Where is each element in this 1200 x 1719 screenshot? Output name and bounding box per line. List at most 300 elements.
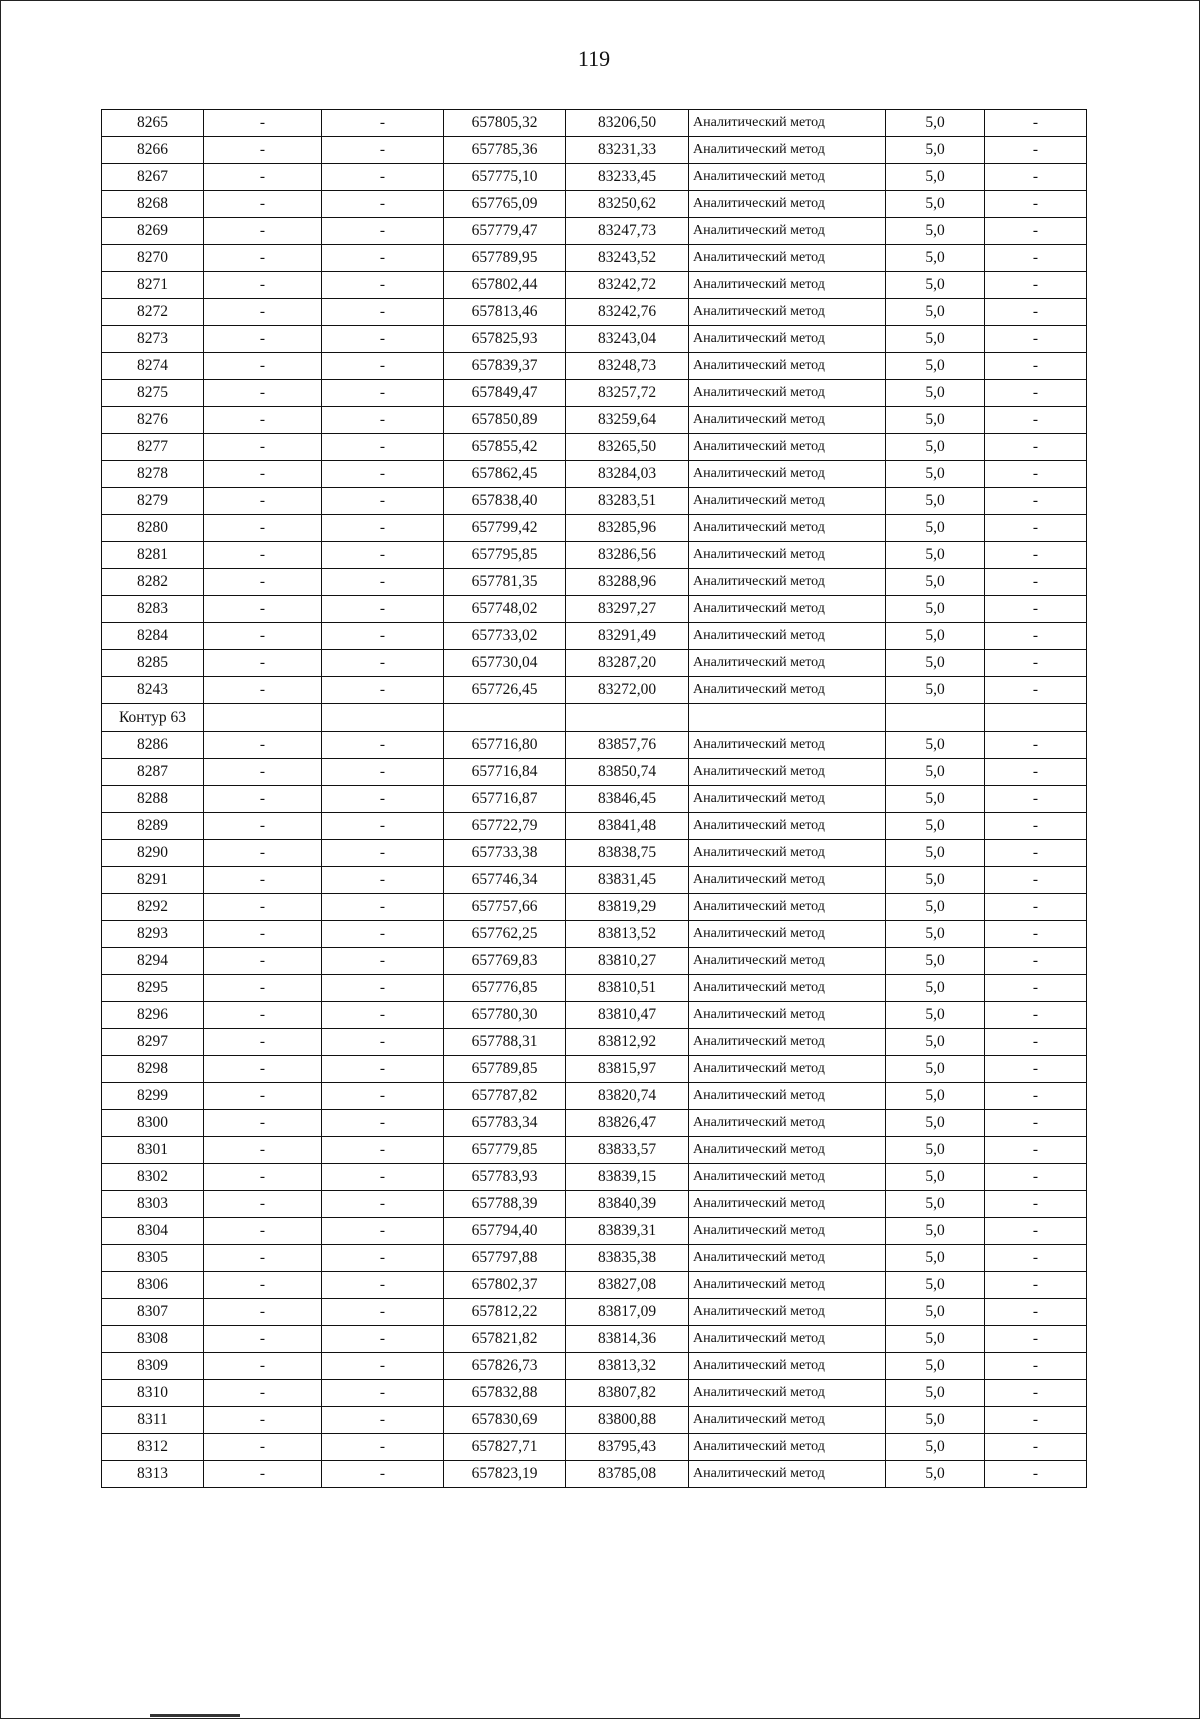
- table-row: [102, 1380, 1087, 1407]
- accuracy-cell: 5,0: [886, 1434, 985, 1461]
- point-number-cell: 8295: [102, 975, 204, 1002]
- point-number-cell: 8304: [102, 1218, 204, 1245]
- method-cell: Аналитический метод: [689, 1326, 886, 1353]
- dash-cell: -: [985, 1299, 1087, 1326]
- y-coordinate-cell: 83286,56: [566, 542, 689, 569]
- accuracy-cell: 5,0: [886, 218, 985, 245]
- section-empty-cell: [322, 704, 444, 732]
- x-coordinate-cell: 657825,93: [444, 326, 566, 353]
- dash-cell: -: [322, 975, 444, 1002]
- y-coordinate-cell: 83284,03: [566, 461, 689, 488]
- y-coordinate-cell: 83819,29: [566, 894, 689, 921]
- dash-cell: -: [322, 1299, 444, 1326]
- method-cell: Аналитический метод: [689, 1029, 886, 1056]
- method-cell: Аналитический метод: [689, 975, 886, 1002]
- table-row: [102, 1218, 1087, 1245]
- y-coordinate-cell: 83838,75: [566, 840, 689, 867]
- accuracy-cell: 5,0: [886, 650, 985, 677]
- accuracy-cell: 5,0: [886, 623, 985, 650]
- dash-cell: -: [985, 515, 1087, 542]
- dash-cell: -: [985, 948, 1087, 975]
- method-cell: Аналитический метод: [689, 461, 886, 488]
- accuracy-cell: 5,0: [886, 110, 985, 137]
- method-cell: Аналитический метод: [689, 434, 886, 461]
- dash-cell: -: [985, 542, 1087, 569]
- dash-cell: -: [985, 191, 1087, 218]
- point-number-cell: 8300: [102, 1110, 204, 1137]
- dash-cell: -: [985, 1326, 1087, 1353]
- point-number-cell: 8302: [102, 1164, 204, 1191]
- x-coordinate-cell: 657781,35: [444, 569, 566, 596]
- dash-cell: -: [985, 461, 1087, 488]
- x-coordinate-cell: 657789,95: [444, 245, 566, 272]
- x-coordinate-cell: 657779,85: [444, 1137, 566, 1164]
- dash-cell: -: [204, 623, 322, 650]
- table-row: [102, 542, 1087, 569]
- x-coordinate-cell: 657813,46: [444, 299, 566, 326]
- table-row: [102, 975, 1087, 1002]
- dash-cell: -: [985, 326, 1087, 353]
- accuracy-cell: 5,0: [886, 569, 985, 596]
- x-coordinate-cell: 657716,84: [444, 759, 566, 786]
- x-coordinate-cell: 657716,87: [444, 786, 566, 813]
- dash-cell: -: [204, 407, 322, 434]
- x-coordinate-cell: 657730,04: [444, 650, 566, 677]
- y-coordinate-cell: 83250,62: [566, 191, 689, 218]
- dash-cell: -: [322, 894, 444, 921]
- table-row: [102, 1326, 1087, 1353]
- point-number-cell: 8306: [102, 1272, 204, 1299]
- dash-cell: -: [322, 326, 444, 353]
- method-cell: Аналитический метод: [689, 840, 886, 867]
- method-cell: Аналитический метод: [689, 245, 886, 272]
- dash-cell: -: [204, 1407, 322, 1434]
- dash-cell: -: [204, 218, 322, 245]
- method-cell: Аналитический метод: [689, 218, 886, 245]
- accuracy-cell: 5,0: [886, 1326, 985, 1353]
- dash-cell: -: [322, 1407, 444, 1434]
- method-cell: Аналитический метод: [689, 813, 886, 840]
- y-coordinate-cell: 83297,27: [566, 596, 689, 623]
- method-cell: Аналитический метод: [689, 353, 886, 380]
- method-cell: Аналитический метод: [689, 542, 886, 569]
- x-coordinate-cell: 657794,40: [444, 1218, 566, 1245]
- dash-cell: -: [985, 921, 1087, 948]
- table-row: [102, 191, 1087, 218]
- dash-cell: -: [204, 1299, 322, 1326]
- point-number-cell: 8282: [102, 569, 204, 596]
- dash-cell: -: [204, 515, 322, 542]
- scan-edge-mark: [150, 1714, 240, 1717]
- point-number-cell: 8287: [102, 759, 204, 786]
- dash-cell: -: [985, 380, 1087, 407]
- table-row: [102, 1164, 1087, 1191]
- accuracy-cell: 5,0: [886, 894, 985, 921]
- method-cell: Аналитический метод: [689, 1380, 886, 1407]
- accuracy-cell: 5,0: [886, 786, 985, 813]
- table-row: [102, 407, 1087, 434]
- accuracy-cell: 5,0: [886, 975, 985, 1002]
- x-coordinate-cell: 657788,39: [444, 1191, 566, 1218]
- dash-cell: -: [985, 1029, 1087, 1056]
- y-coordinate-cell: 83285,96: [566, 515, 689, 542]
- y-coordinate-cell: 83785,08: [566, 1461, 689, 1488]
- accuracy-cell: 5,0: [886, 1137, 985, 1164]
- y-coordinate-cell: 83795,43: [566, 1434, 689, 1461]
- section-empty-cell: [566, 704, 689, 732]
- dash-cell: -: [985, 1164, 1087, 1191]
- accuracy-cell: 5,0: [886, 948, 985, 975]
- table-row: [102, 1272, 1087, 1299]
- dash-cell: -: [204, 1353, 322, 1380]
- section-row: [102, 704, 1087, 732]
- table-row: [102, 948, 1087, 975]
- table-row: [102, 434, 1087, 461]
- dash-cell: -: [985, 1407, 1087, 1434]
- table-row: [102, 1461, 1087, 1488]
- dash-cell: -: [985, 596, 1087, 623]
- point-number-cell: 8283: [102, 596, 204, 623]
- point-number-cell: 8305: [102, 1245, 204, 1272]
- point-number-cell: 8278: [102, 461, 204, 488]
- dash-cell: -: [204, 380, 322, 407]
- point-number-cell: 8275: [102, 380, 204, 407]
- method-cell: Аналитический метод: [689, 623, 886, 650]
- point-number-cell: 8313: [102, 1461, 204, 1488]
- dash-cell: -: [204, 326, 322, 353]
- dash-cell: -: [204, 1110, 322, 1137]
- y-coordinate-cell: 83265,50: [566, 434, 689, 461]
- table-row: [102, 515, 1087, 542]
- dash-cell: -: [322, 1083, 444, 1110]
- table-row: [102, 326, 1087, 353]
- dash-cell: -: [204, 732, 322, 759]
- method-cell: Аналитический метод: [689, 1083, 886, 1110]
- section-empty-cell: [204, 704, 322, 732]
- y-coordinate-cell: 83283,51: [566, 488, 689, 515]
- method-cell: Аналитический метод: [689, 921, 886, 948]
- y-coordinate-cell: 83835,38: [566, 1245, 689, 1272]
- accuracy-cell: 5,0: [886, 407, 985, 434]
- dash-cell: -: [322, 353, 444, 380]
- dash-cell: -: [322, 1164, 444, 1191]
- method-cell: Аналитический метод: [689, 407, 886, 434]
- dash-cell: -: [985, 1137, 1087, 1164]
- dash-cell: -: [322, 867, 444, 894]
- dash-cell: -: [204, 1272, 322, 1299]
- dash-cell: -: [204, 975, 322, 1002]
- accuracy-cell: 5,0: [886, 164, 985, 191]
- point-number-cell: 8310: [102, 1380, 204, 1407]
- y-coordinate-cell: 83813,32: [566, 1353, 689, 1380]
- x-coordinate-cell: 657765,09: [444, 191, 566, 218]
- x-coordinate-cell: 657838,40: [444, 488, 566, 515]
- x-coordinate-cell: 657830,69: [444, 1407, 566, 1434]
- table-row: [102, 759, 1087, 786]
- table-row: [102, 1407, 1087, 1434]
- section-empty-cell: [886, 704, 985, 732]
- dash-cell: -: [985, 1083, 1087, 1110]
- method-cell: Аналитический метод: [689, 759, 886, 786]
- accuracy-cell: 5,0: [886, 488, 985, 515]
- dash-cell: -: [322, 813, 444, 840]
- dash-cell: -: [204, 569, 322, 596]
- x-coordinate-cell: 657746,34: [444, 867, 566, 894]
- dash-cell: -: [985, 137, 1087, 164]
- method-cell: Аналитический метод: [689, 191, 886, 218]
- section-empty-cell: [985, 704, 1087, 732]
- x-coordinate-cell: 657812,22: [444, 1299, 566, 1326]
- dash-cell: -: [322, 759, 444, 786]
- accuracy-cell: 5,0: [886, 1029, 985, 1056]
- y-coordinate-cell: 83827,08: [566, 1272, 689, 1299]
- dash-cell: -: [204, 434, 322, 461]
- x-coordinate-cell: 657802,44: [444, 272, 566, 299]
- point-number-cell: 8267: [102, 164, 204, 191]
- accuracy-cell: 5,0: [886, 596, 985, 623]
- y-coordinate-cell: 83814,36: [566, 1326, 689, 1353]
- point-number-cell: 8286: [102, 732, 204, 759]
- dash-cell: -: [204, 894, 322, 921]
- y-coordinate-cell: 83272,00: [566, 677, 689, 704]
- accuracy-cell: 5,0: [886, 137, 985, 164]
- point-number-cell: 8277: [102, 434, 204, 461]
- dash-cell: -: [322, 1272, 444, 1299]
- dash-cell: -: [985, 218, 1087, 245]
- accuracy-cell: 5,0: [886, 1380, 985, 1407]
- dash-cell: -: [204, 677, 322, 704]
- dash-cell: -: [322, 218, 444, 245]
- table-row: [102, 894, 1087, 921]
- dash-cell: -: [204, 813, 322, 840]
- y-coordinate-cell: 83839,15: [566, 1164, 689, 1191]
- x-coordinate-cell: 657779,47: [444, 218, 566, 245]
- dash-cell: -: [204, 840, 322, 867]
- dash-cell: -: [322, 434, 444, 461]
- dash-cell: -: [204, 1137, 322, 1164]
- dash-cell: -: [322, 191, 444, 218]
- point-number-cell: 8294: [102, 948, 204, 975]
- dash-cell: -: [322, 137, 444, 164]
- method-cell: Аналитический метод: [689, 1299, 886, 1326]
- accuracy-cell: 5,0: [886, 1191, 985, 1218]
- dash-cell: -: [322, 1137, 444, 1164]
- table-row: [102, 786, 1087, 813]
- dash-cell: -: [322, 677, 444, 704]
- dash-cell: -: [985, 245, 1087, 272]
- dash-cell: -: [204, 867, 322, 894]
- dash-cell: -: [985, 650, 1087, 677]
- accuracy-cell: 5,0: [886, 867, 985, 894]
- dash-cell: -: [985, 1191, 1087, 1218]
- coordinates-table: [101, 109, 1087, 1488]
- method-cell: Аналитический метод: [689, 1002, 886, 1029]
- dash-cell: -: [985, 488, 1087, 515]
- table-row: [102, 488, 1087, 515]
- point-number-cell: 8299: [102, 1083, 204, 1110]
- accuracy-cell: 5,0: [886, 1461, 985, 1488]
- accuracy-cell: 5,0: [886, 921, 985, 948]
- dash-cell: -: [985, 407, 1087, 434]
- accuracy-cell: 5,0: [886, 840, 985, 867]
- point-number-cell: 8292: [102, 894, 204, 921]
- y-coordinate-cell: 83831,45: [566, 867, 689, 894]
- method-cell: Аналитический метод: [689, 515, 886, 542]
- y-coordinate-cell: 83259,64: [566, 407, 689, 434]
- accuracy-cell: 5,0: [886, 542, 985, 569]
- dash-cell: -: [322, 272, 444, 299]
- method-cell: Аналитический метод: [689, 596, 886, 623]
- point-number-cell: 8268: [102, 191, 204, 218]
- dash-cell: -: [322, 488, 444, 515]
- dash-cell: -: [204, 272, 322, 299]
- method-cell: Аналитический метод: [689, 1353, 886, 1380]
- method-cell: Аналитический метод: [689, 1434, 886, 1461]
- dash-cell: -: [985, 732, 1087, 759]
- table-row: [102, 650, 1087, 677]
- dash-cell: -: [204, 1002, 322, 1029]
- x-coordinate-cell: 657795,85: [444, 542, 566, 569]
- table-row: [102, 840, 1087, 867]
- table-row: [102, 1353, 1087, 1380]
- table-row: [102, 1191, 1087, 1218]
- accuracy-cell: 5,0: [886, 1407, 985, 1434]
- y-coordinate-cell: 83840,39: [566, 1191, 689, 1218]
- dash-cell: -: [204, 1434, 322, 1461]
- x-coordinate-cell: 657855,42: [444, 434, 566, 461]
- x-coordinate-cell: 657799,42: [444, 515, 566, 542]
- dash-cell: -: [204, 299, 322, 326]
- x-coordinate-cell: 657757,66: [444, 894, 566, 921]
- y-coordinate-cell: 83850,74: [566, 759, 689, 786]
- dash-cell: -: [985, 434, 1087, 461]
- accuracy-cell: 5,0: [886, 353, 985, 380]
- dash-cell: -: [985, 867, 1087, 894]
- point-number-cell: 8307: [102, 1299, 204, 1326]
- method-cell: Аналитический метод: [689, 867, 886, 894]
- x-coordinate-cell: 657733,38: [444, 840, 566, 867]
- dash-cell: -: [322, 1191, 444, 1218]
- table-row: [102, 353, 1087, 380]
- accuracy-cell: 5,0: [886, 515, 985, 542]
- table-row: [102, 461, 1087, 488]
- y-coordinate-cell: 83839,31: [566, 1218, 689, 1245]
- y-coordinate-cell: 83242,72: [566, 272, 689, 299]
- table-row: [102, 813, 1087, 840]
- x-coordinate-cell: 657849,47: [444, 380, 566, 407]
- method-cell: Аналитический метод: [689, 299, 886, 326]
- method-cell: Аналитический метод: [689, 1056, 886, 1083]
- dash-cell: -: [322, 623, 444, 650]
- x-coordinate-cell: 657716,80: [444, 732, 566, 759]
- x-coordinate-cell: 657780,30: [444, 1002, 566, 1029]
- dash-cell: -: [985, 894, 1087, 921]
- point-number-cell: 8296: [102, 1002, 204, 1029]
- dash-cell: -: [204, 191, 322, 218]
- method-cell: Аналитический метод: [689, 1218, 886, 1245]
- dash-cell: -: [322, 921, 444, 948]
- table-body: [102, 110, 1087, 1488]
- accuracy-cell: 5,0: [886, 1299, 985, 1326]
- point-number-cell: 8243: [102, 677, 204, 704]
- accuracy-cell: 5,0: [886, 1353, 985, 1380]
- y-coordinate-cell: 83826,47: [566, 1110, 689, 1137]
- x-coordinate-cell: 657787,82: [444, 1083, 566, 1110]
- method-cell: Аналитический метод: [689, 1272, 886, 1299]
- y-coordinate-cell: 83820,74: [566, 1083, 689, 1110]
- dash-cell: -: [322, 110, 444, 137]
- x-coordinate-cell: 657762,25: [444, 921, 566, 948]
- y-coordinate-cell: 83242,76: [566, 299, 689, 326]
- x-coordinate-cell: 657826,73: [444, 1353, 566, 1380]
- method-cell: Аналитический метод: [689, 326, 886, 353]
- table-row: [102, 1299, 1087, 1326]
- x-coordinate-cell: 657805,32: [444, 110, 566, 137]
- x-coordinate-cell: 657733,02: [444, 623, 566, 650]
- y-coordinate-cell: 83810,27: [566, 948, 689, 975]
- point-number-cell: 8274: [102, 353, 204, 380]
- accuracy-cell: 5,0: [886, 245, 985, 272]
- dash-cell: -: [204, 650, 322, 677]
- method-cell: Аналитический метод: [689, 1407, 886, 1434]
- dash-cell: -: [204, 1245, 322, 1272]
- dash-cell: -: [204, 759, 322, 786]
- point-number-cell: 8288: [102, 786, 204, 813]
- dash-cell: -: [985, 1353, 1087, 1380]
- method-cell: Аналитический метод: [689, 110, 886, 137]
- dash-cell: -: [204, 786, 322, 813]
- dash-cell: -: [204, 110, 322, 137]
- dash-cell: -: [204, 353, 322, 380]
- point-number-cell: 8272: [102, 299, 204, 326]
- dash-cell: -: [985, 759, 1087, 786]
- accuracy-cell: 5,0: [886, 326, 985, 353]
- dash-cell: -: [204, 137, 322, 164]
- accuracy-cell: 5,0: [886, 1272, 985, 1299]
- dash-cell: -: [322, 650, 444, 677]
- dash-cell: -: [204, 245, 322, 272]
- x-coordinate-cell: 657839,37: [444, 353, 566, 380]
- dash-cell: -: [322, 164, 444, 191]
- x-coordinate-cell: 657775,10: [444, 164, 566, 191]
- accuracy-cell: 5,0: [886, 1002, 985, 1029]
- dash-cell: -: [204, 948, 322, 975]
- table-row: [102, 569, 1087, 596]
- dash-cell: -: [985, 975, 1087, 1002]
- dash-cell: -: [204, 1461, 322, 1488]
- section-label: Контур 63: [102, 704, 204, 732]
- table-row: [102, 1056, 1087, 1083]
- point-number-cell: 8297: [102, 1029, 204, 1056]
- point-number-cell: 8280: [102, 515, 204, 542]
- accuracy-cell: 5,0: [886, 677, 985, 704]
- dash-cell: -: [322, 786, 444, 813]
- point-number-cell: 8269: [102, 218, 204, 245]
- table-row: [102, 1110, 1087, 1137]
- dash-cell: -: [985, 677, 1087, 704]
- y-coordinate-cell: 83243,52: [566, 245, 689, 272]
- dash-cell: -: [204, 596, 322, 623]
- y-coordinate-cell: 83846,45: [566, 786, 689, 813]
- point-number-cell: 8291: [102, 867, 204, 894]
- dash-cell: -: [204, 1380, 322, 1407]
- y-coordinate-cell: 83206,50: [566, 110, 689, 137]
- method-cell: Аналитический метод: [689, 1164, 886, 1191]
- dash-cell: -: [985, 1272, 1087, 1299]
- dash-cell: -: [204, 921, 322, 948]
- y-coordinate-cell: 83243,04: [566, 326, 689, 353]
- x-coordinate-cell: 657783,93: [444, 1164, 566, 1191]
